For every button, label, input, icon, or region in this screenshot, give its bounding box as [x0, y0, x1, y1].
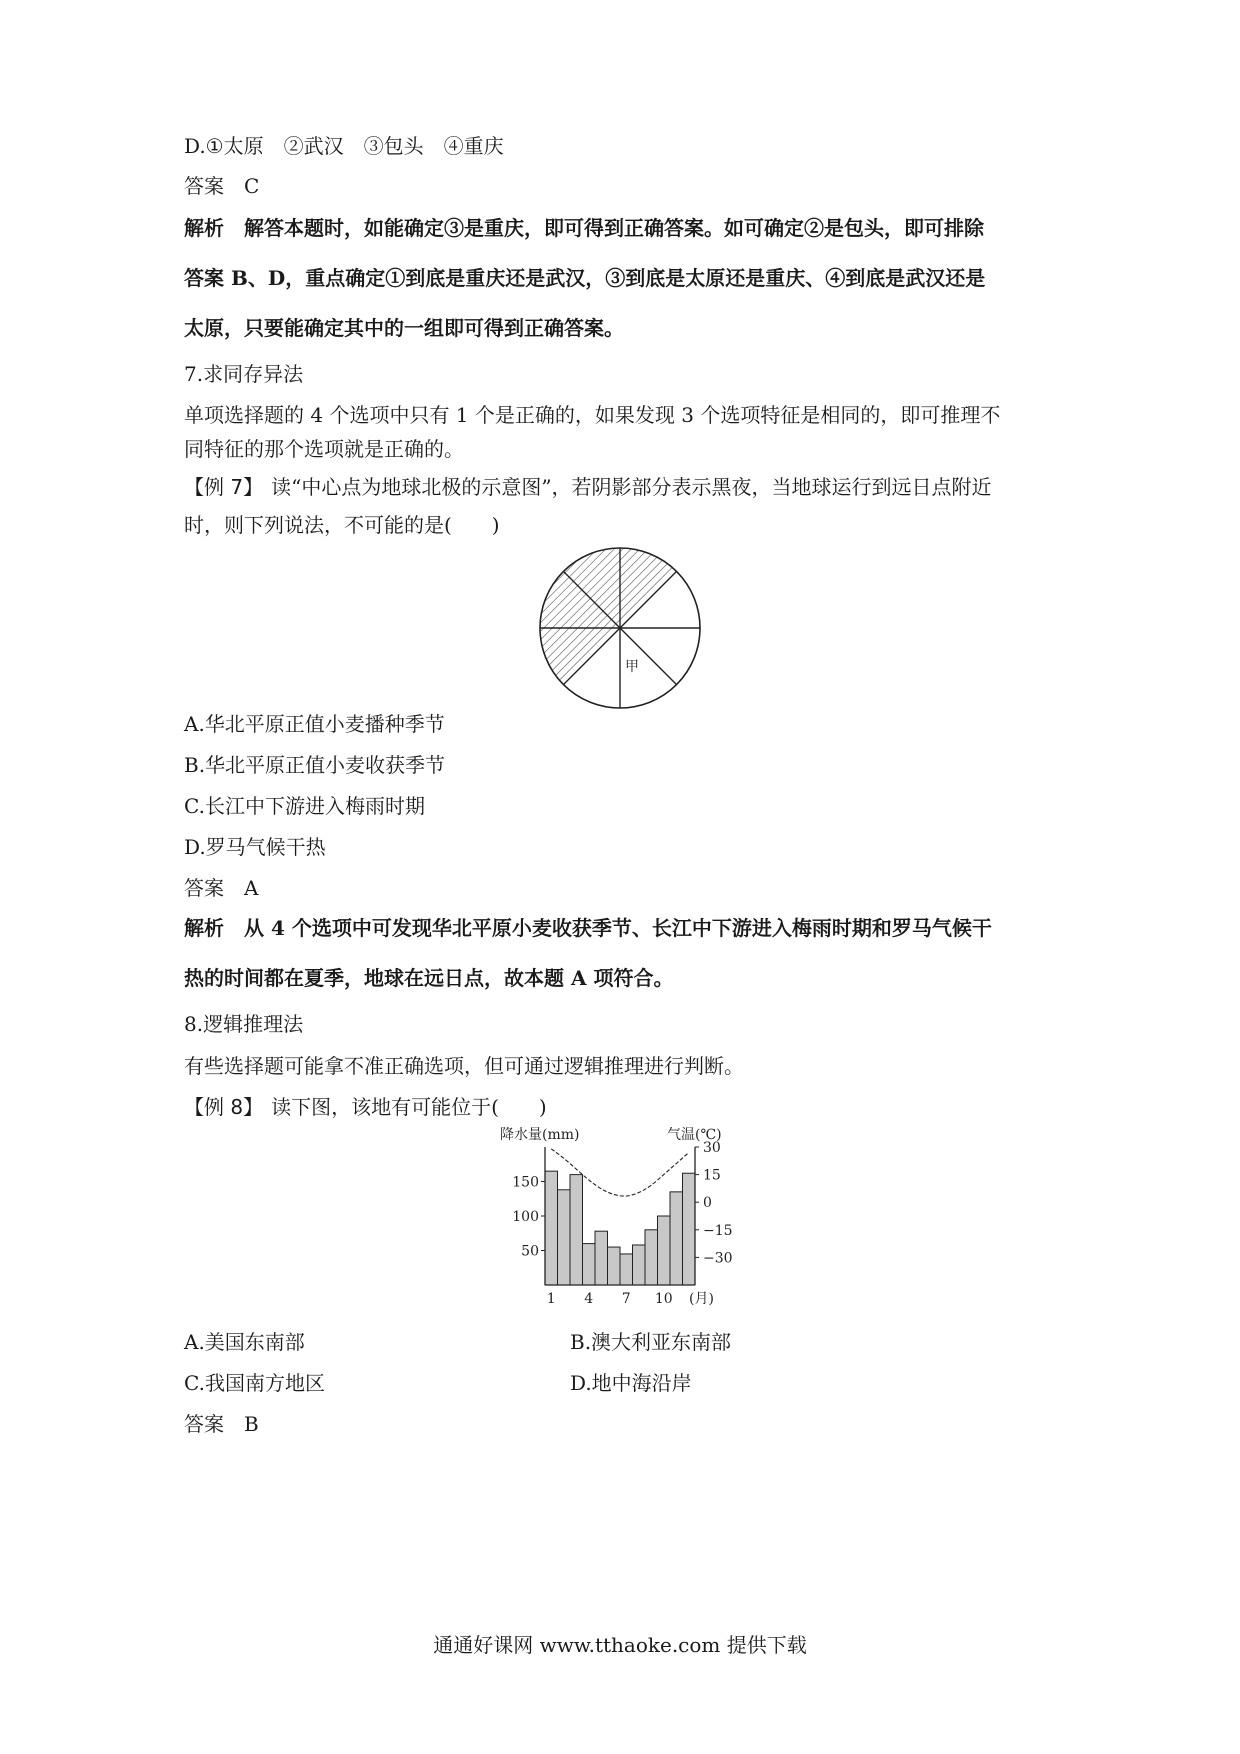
question-text: 读下图，该地有可能位于( ): [271, 1095, 547, 1119]
left-tick-label: 100: [512, 1209, 539, 1225]
precip-bar: [595, 1231, 608, 1285]
example8-option-c: C.我国南方地区: [184, 1371, 325, 1395]
example-tag: 【例 8】: [184, 1095, 264, 1119]
right-tick-label: 0: [703, 1195, 712, 1212]
example8-option-a: A.美国东南部: [184, 1330, 305, 1354]
left-tick-label: 150: [512, 1174, 539, 1191]
x-tick-label: 1: [546, 1291, 556, 1307]
precip-bar: [620, 1254, 633, 1285]
example7-option-d: D.罗马气候干热: [184, 835, 326, 859]
analysis-text: 从 4 个选项中可发现华北平原小麦收获季节、长江中下游进入梅雨时期和罗马气候干: [244, 916, 992, 940]
example8-answer: [184, 1410, 259, 1438]
precip-bar: [645, 1230, 658, 1285]
precip-bar: [633, 1245, 646, 1285]
analysis-label: 解析: [184, 216, 224, 240]
example7-analysis-line-2: 热的时间都在夏季，地球在远日点，故本题 A 项符合。: [184, 966, 674, 990]
precip-bar: [670, 1192, 683, 1285]
answer-label: 答案: [184, 1412, 224, 1436]
answer-value: A: [244, 876, 259, 900]
right-tick-label: −30: [703, 1250, 733, 1267]
right-tick-label: 30: [703, 1140, 721, 1156]
q6-analysis-line-2: 答案 B、D，重点确定①到底是重庆还是武汉，③到底是太原还是重庆、④到底是武汉还是: [184, 266, 986, 290]
example7-question-line-2: 时，则下列说法，不可能的是( ): [184, 513, 500, 537]
x-tick-label: 7: [621, 1291, 631, 1307]
q6-analysis-line-3: 太原，只要能确定其中的一组即可得到正确答案。: [184, 316, 624, 340]
answer-label: 答案: [184, 174, 224, 198]
left-tick-label: 50: [521, 1243, 539, 1260]
answer-label: 答案: [184, 876, 224, 900]
x-tick-label: 10: [654, 1291, 673, 1307]
right-tick-label: −15: [703, 1222, 733, 1239]
example8-option-b: B.澳大利亚东南部: [570, 1330, 732, 1354]
q6-option-d: D.①太原 ②武汉 ③包头 ④重庆: [184, 134, 504, 158]
example8-option-d: D.地中海沿岸: [570, 1371, 692, 1395]
climate-chart: [500, 1125, 760, 1320]
question-text: 读“中心点为地球北极的示意图”，若阴影部分表示黑夜，当地球运行到远日点附近: [271, 475, 992, 499]
precip-bar: [608, 1247, 621, 1285]
example7-answer: [184, 874, 258, 902]
left-axis-title: 降水量(mm): [500, 1127, 580, 1143]
example7-analysis-line-1: [184, 914, 992, 942]
precip-bar: [583, 1244, 596, 1285]
page-footer: 通通好课网 www.tthaoke.com 提供下载: [433, 1633, 807, 1657]
diagram-label-jia: 甲: [625, 659, 639, 675]
analysis-label: 解析: [184, 916, 224, 940]
precip-bar: [545, 1171, 558, 1285]
right-tick-label: 15: [703, 1167, 721, 1184]
method7-desc-line-2: 同特征的那个选项就是正确的。: [184, 437, 464, 461]
precip-bar: [658, 1216, 671, 1285]
method7-desc-line-1: 单项选择题的 4 个选项中只有 1 个是正确的，如果发现 3 个选项特征是相同的，即可推理不: [184, 403, 1001, 427]
method8-desc: 有些选择题可能拿不准正确选项，但可通过逻辑推理进行判断。: [184, 1054, 744, 1078]
example7-question-line-1: [184, 473, 992, 501]
right-axis-title: 气温(℃): [667, 1127, 722, 1143]
method7-heading: 7.求同存异法: [184, 362, 304, 386]
answer-value: C: [244, 174, 260, 198]
precip-bar: [683, 1173, 696, 1285]
x-unit-label: (月): [689, 1291, 714, 1307]
precip-bar: [570, 1175, 583, 1285]
example7-option-b: B.华北平原正值小麦收获季节: [184, 753, 446, 777]
example7-option-c: C.长江中下游进入梅雨时期: [184, 794, 425, 818]
analysis-text: 解答本题时，如能确定③是重庆，即可得到正确答案。如可确定②是包头，即可排除: [244, 216, 984, 240]
precip-bar: [558, 1190, 571, 1285]
north-pole-diagram: [535, 543, 705, 713]
example7-option-a: A.华北平原正值小麦播种季节: [184, 712, 445, 736]
answer-value: B: [244, 1412, 259, 1436]
method8-heading: 8.逻辑推理法: [184, 1012, 304, 1036]
example-tag: 【例 7】: [184, 475, 264, 499]
q6-answer: [184, 172, 259, 200]
example8-question: [184, 1093, 547, 1121]
x-tick-label: 4: [584, 1291, 594, 1307]
q6-analysis-line-1: [184, 214, 984, 242]
